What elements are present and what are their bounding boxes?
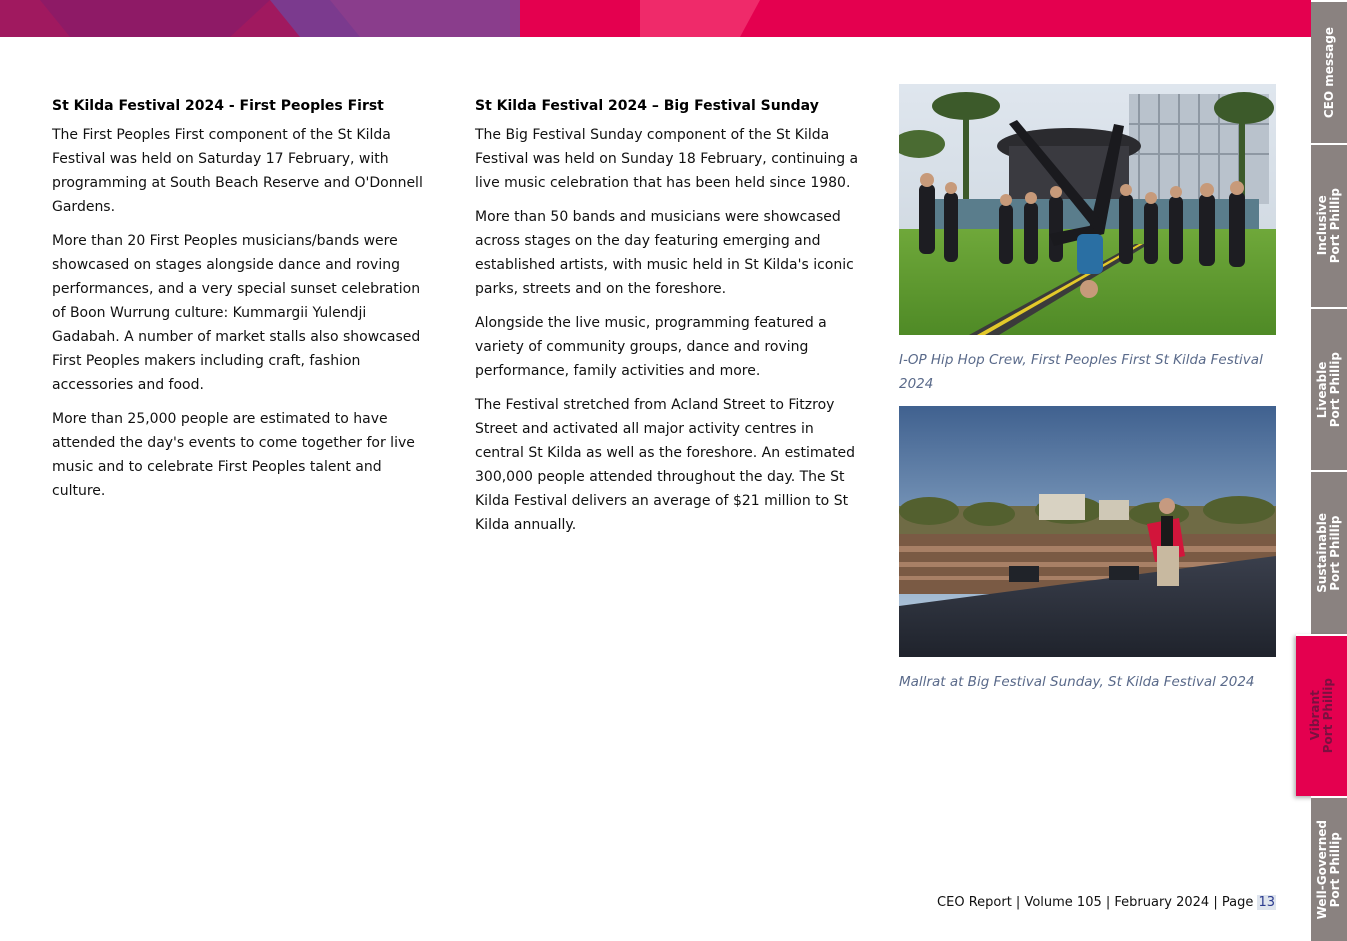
tab-label: CEO message: [1321, 26, 1336, 119]
tab-liveable-port-phillip[interactable]: [1311, 307, 1347, 470]
first-peoples-section: [52, 96, 437, 513]
tab-inclusive-port-phillip[interactable]: [1311, 143, 1347, 307]
tab-ceo-message[interactable]: [1311, 0, 1347, 143]
tab-label: Inclusive Port Phillip: [1315, 188, 1342, 264]
page-number: 13: [1258, 895, 1275, 910]
paragraph: The Big Festival Sunday component of the St Kilda Festival was held on Sunday 18 February, continuing a live music celebration that has been held since 1980.: [475, 127, 859, 191]
paragraph: The First Peoples First component of the St Kilda Festival was held on Saturday 17 February, with programming at South Beach Reserve and O'Donnell Gardens.: [52, 127, 423, 215]
header-banner: [0, 0, 1311, 37]
tab-label: Well-Governed Port Phillip: [1315, 819, 1342, 920]
paragraph: More than 20 First Peoples musicians/bands were showcased on stages alongside dance and roving performances, and a very special sunset celebration of Boon Wurrung culture: Kummargii Yulendji Gadabah. A number of market stalls also showcased First Peoples makers including craft, fashion accessories and food.: [52, 233, 421, 393]
hip-hop-crew-photo: [899, 84, 1276, 335]
section-tabs: [1307, 0, 1347, 941]
paragraph: More than 50 bands and musicians were showcased across stages on the day featuring emerging and established artists, with music held in St Kilda's iconic parks, streets and on the foreshore.: [475, 209, 854, 297]
section-heading: St Kilda Festival 2024 – Big Festival Sunday: [475, 98, 819, 114]
tab-label: Liveable Port Phillip: [1315, 351, 1342, 428]
section-heading: St Kilda Festival 2024 - First Peoples First: [52, 98, 384, 114]
tab-well-governed-port-phillip[interactable]: [1311, 796, 1347, 941]
paragraph: More than 25,000 people are estimated to have attended the day's events to come together for live music and to celebrate First Peoples talent and culture.: [52, 411, 415, 499]
paragraph: Alongside the live music, programming featured a variety of community groups, dance and roving performance, family activities and more.: [475, 315, 827, 379]
footer-text: CEO Report | Volume 105 | February 2024 | Page: [937, 895, 1258, 910]
paragraph: The Festival stretched from Acland Street to Fitzroy Street and activated all major activity centres in central St Kilda as well as the foreshore. An estimated 300,000 people attended throughout the day. The St Kilda Festival delivers an average of $21 million to St Kilda annually.: [475, 397, 856, 533]
tab-sustainable-port-phillip[interactable]: [1311, 470, 1347, 634]
page-footer: [937, 895, 1276, 910]
tab-label: Sustainable Port Phillip: [1315, 513, 1342, 593]
photo-caption: I-OP Hip Hop Crew, First Peoples First St Kilda Festival 2024: [899, 352, 1263, 392]
big-festival-sunday-section: [475, 96, 860, 547]
tab-label: Vibrant Port Phillip: [1307, 678, 1335, 754]
mallrat-stage-photo: [899, 406, 1276, 657]
tab-vibrant-port-phillip[interactable]: [1296, 634, 1347, 796]
photo-caption: Mallrat at Big Festival Sunday, St Kilda Festival 2024: [899, 674, 1255, 690]
